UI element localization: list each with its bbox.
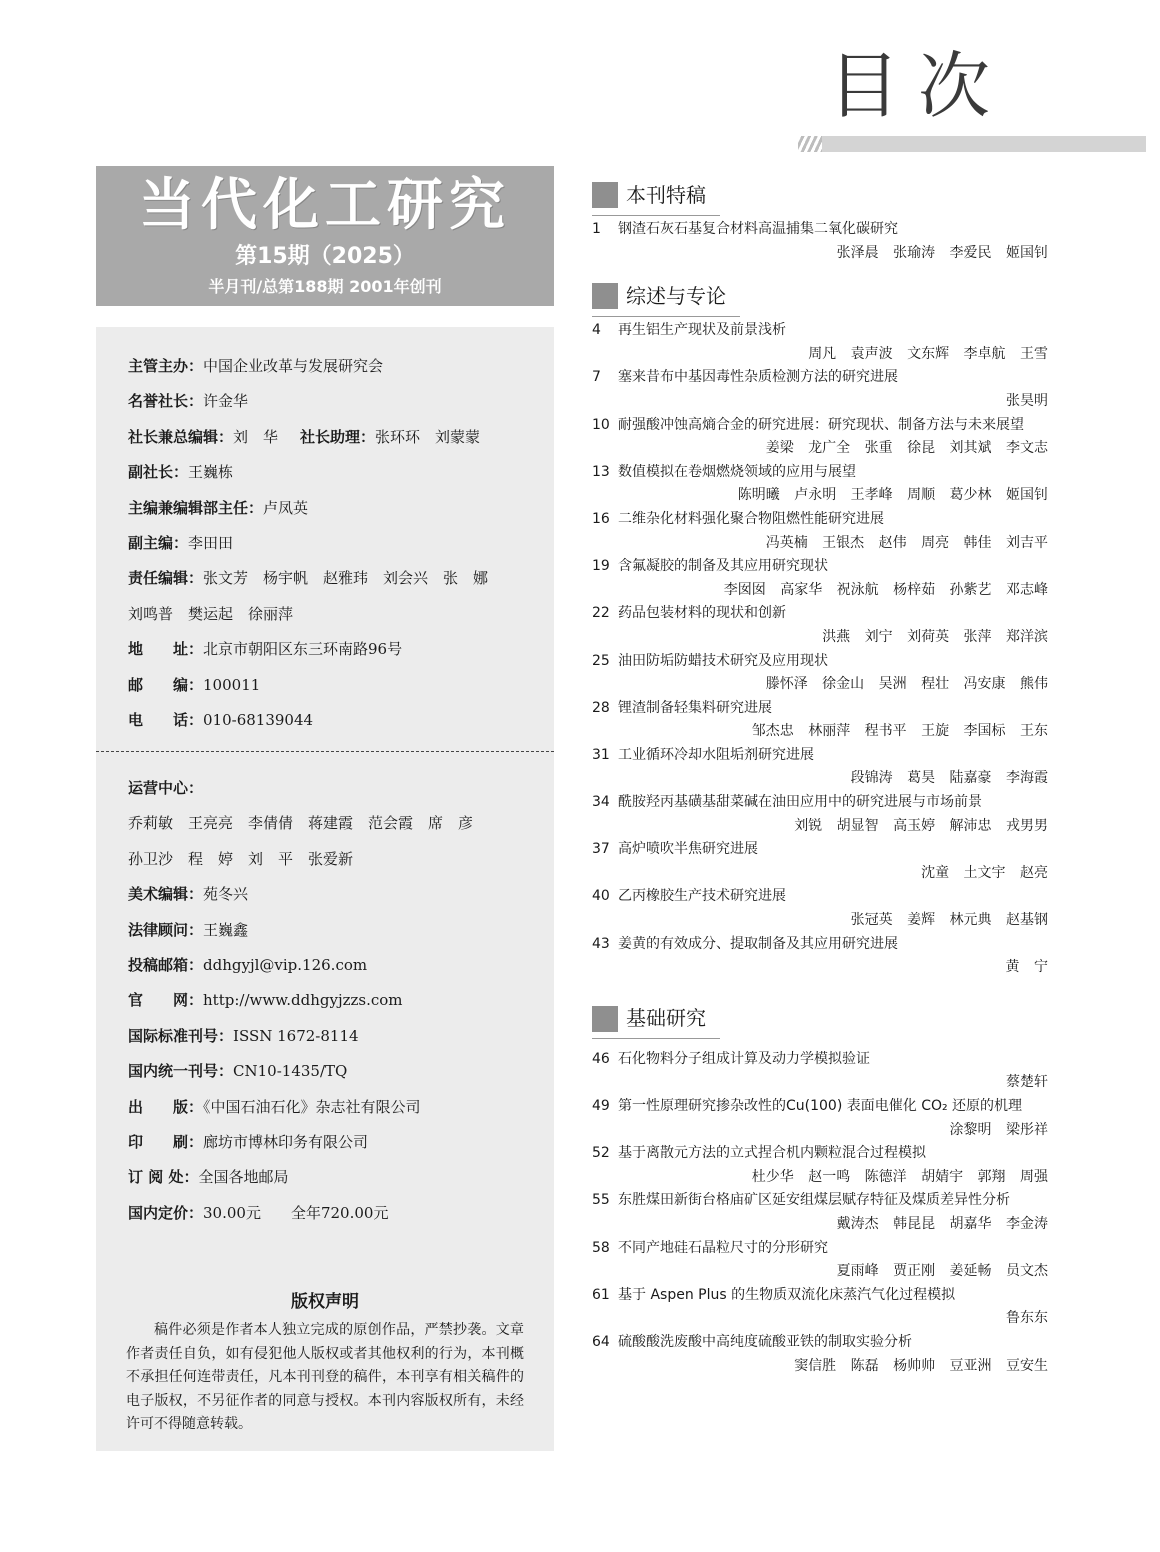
copyright-text: 稿件必须是作者本人独立完成的原创作品，严禁抄袭。文章作者责任自负，如有侵犯他人版权或者其他权利的行为，本刊概不承担任何连带责任，凡本刊刊登的稿件，本刊享有相关稿件的电子版权，不另征作者的同意与授权。本刊内容版权所有，未经许可不得随意转载。 [126,1322,524,1433]
info-row [128,1054,538,1089]
toc-entry-title-line [592,1237,1048,1261]
toc-entry-title-line [592,1284,1048,1308]
toc-page-number: 4 [592,322,601,339]
page-title: 目次 [828,44,1009,128]
toc-entry[interactable] [592,218,1048,265]
toc-entry-authors: 黄 宁 [1005,959,1048,976]
toc-section-header [592,178,1048,212]
toc-entry-authors: 刘锐 胡显智 高玉婷 解沛忠 戎男男 [794,817,1048,834]
toc-entry-title-line [592,602,1048,626]
toc-entry-authors: 陈明曦 卢永明 王孝峰 周顺 葛少林 姬国钊 [737,487,1048,504]
toc-entry-authors: 滕怀泽 徐金山 吴洲 程壮 冯安康 熊伟 [765,676,1048,693]
toc-entry-title-line [592,1095,1048,1119]
info-value: 《中国石油石化》杂志社有限公司 [203,1097,421,1116]
toc-entry[interactable] [592,697,1048,744]
toc-page-number: 61 [592,1286,610,1303]
info-label: 地 址： [128,640,204,659]
section-title: 本刊特稿 [626,179,706,212]
toc-entry[interactable] [592,650,1048,697]
issue-frequency: 半月刊/总第188期 2001年创刊 [208,276,442,296]
info-value: 张文芳 杨宇帆 赵雅玮 刘会兴 张 娜 [203,569,489,588]
section-marker-icon [592,1006,618,1032]
toc-entry[interactable] [592,1284,1048,1331]
info-value: 100011 [203,675,261,694]
section-title: 基础研究 [626,1002,706,1035]
info-row [128,491,538,526]
toc-entry-title-line [592,1142,1048,1166]
info-label: 订 阅 处： [128,1168,199,1187]
toc-page-number: 31 [592,746,610,763]
toc-entry[interactable] [592,1331,1048,1378]
info-row [128,913,538,948]
info-label: 美术编辑： [128,885,204,904]
info-label: 官 网： [128,991,204,1010]
info-label: 责任编辑： [128,569,204,588]
title-decor-stripes [798,136,822,152]
toc-entry[interactable] [592,414,1048,461]
info-label: 运营中心： [128,779,204,797]
copyright-title: 版权声明 [291,1292,359,1312]
info-label: 邮 编： [128,675,204,694]
info-row [128,1019,538,1054]
toc-entry-authors: 蔡楚轩 [1006,1074,1048,1091]
info-label: 印 刷： [128,1133,204,1152]
toc-entry-authors: 夏雨峰 贾正刚 姜延畅 员文杰 [836,1263,1048,1280]
toc-entry[interactable] [592,366,1048,413]
toc-entry-title: 酰胺羟丙基磺基甜菜碱在油田应用中的研究进展与市场前景 [618,794,982,811]
info-value: 中国企业改革与发展研究会 [203,357,384,375]
toc-entry[interactable] [592,744,1048,791]
info-value: 孙卫沙 程 婷 刘 平 张爱新 [128,849,354,868]
toc-entry-title: 油田防垢防蜡技术研究及应用现状 [618,652,828,669]
info-value: 刘鸣普 樊运起 徐丽萍 [128,604,294,623]
info-label: 主管主办： [128,357,204,375]
info-row [128,632,538,667]
info-value: ISSN 1672-8114 [233,1026,359,1045]
toc-entry-title-line [592,414,1048,438]
info-value: CN10-1435/TQ [233,1062,348,1081]
toc-page-number: 13 [592,463,610,480]
info-label: 国内统一刊号： [128,1062,234,1081]
toc-entry[interactable] [592,1189,1048,1236]
toc-page-number: 58 [592,1239,610,1256]
toc-entry-title: 药品包装材料的现状和创新 [618,605,786,622]
toc-entry-authors: 段锦涛 葛昊 陆嘉豪 李海霞 [850,770,1048,787]
info-row [128,597,538,632]
toc-entry-title: 姜黄的有效成分、提取制备及其应用研究进展 [618,935,898,952]
toc-entry-title-line [592,1048,1048,1072]
info-value: 许金华 [203,392,249,411]
toc-entry-title: 二维杂化材料强化聚合物阻燃性能研究进展 [618,510,884,527]
toc-entry[interactable] [592,1095,1048,1142]
toc-page-number: 28 [592,699,610,716]
info-label: 电 话： [128,711,204,730]
toc-entry-title: 数值模拟在卷烟燃烧领域的应用与展望 [618,463,856,480]
table-of-contents [592,178,1048,1378]
toc-page-number: 16 [592,510,610,527]
info-row [128,420,538,455]
info-value: 王巍鑫 [203,920,249,939]
magazine-name: 当代化工研究 [139,172,511,238]
toc-entry-title-line [592,1189,1048,1213]
toc-entry[interactable] [592,461,1048,508]
toc-entry-title: 石化物料分子组成计算及动力学模拟验证 [618,1050,870,1067]
section-marker-icon [592,182,618,208]
info-row [128,668,538,703]
toc-entry[interactable] [592,791,1048,838]
toc-entry[interactable] [592,555,1048,602]
masthead [96,166,554,306]
toc-page-number: 46 [592,1050,610,1067]
toc-entry-authors: 鲁东东 [1006,1310,1048,1327]
info-row [128,948,538,983]
toc-entry-title: 含氟凝胶的制备及其应用研究现状 [618,558,828,575]
toc-entry-title: 硫酸酸洗废酸中高纯度硫酸亚铁的制取实验分析 [618,1333,912,1350]
toc-page-number: 40 [592,888,610,905]
issue-number: 第15期（2025） [235,243,415,269]
toc-section-header [592,1002,1048,1036]
toc-entry[interactable] [592,1237,1048,1284]
info-row [128,983,538,1018]
toc-entry-authors: 冯英楠 王银杰 赵伟 周亮 韩佳 刘吉平 [765,534,1048,551]
info-label: 副社长： [128,463,189,482]
toc-entry-title-line [592,218,1048,242]
info-label: 法律顾问： [128,920,204,939]
info-row [128,703,538,738]
toc-entry-authors: 李囡囡 高家华 祝泳航 杨梓茹 孙紫艺 邓志峰 [723,581,1048,598]
info-row [128,349,538,384]
toc-entry-title-line [592,838,1048,862]
toc-entry-authors: 洪燕 刘宁 刘荷英 张萍 郑洋滨 [822,628,1048,645]
info-row [128,455,538,490]
toc-entry-title-line [592,366,1048,390]
toc-entry-title-line [592,933,1048,957]
info-label: 出 版： [128,1097,204,1116]
toc-entry-authors: 戴涛杰 韩昆昆 胡嘉华 李金涛 [836,1215,1048,1232]
editorial-info-list [128,349,538,738]
info-value: 全国各地邮局 [198,1168,289,1187]
toc-entry-title: 不同产地硅石晶粒尺寸的分形研究 [618,1239,828,1256]
toc-entry[interactable] [592,1048,1048,1095]
toc-page-number: 1 [592,221,601,237]
info-label: 国际标准刊号： [128,1026,234,1045]
title-decor-bar [798,136,1146,152]
toc-entry[interactable] [592,885,1048,932]
toc-entry-title-line [592,555,1048,579]
section-title: 综述与专论 [626,280,726,313]
toc-entry-title: 工业循环冷却水阻垢剂研究进展 [618,746,814,763]
toc-entry-title: 耐强酸冲蚀高熵合金的研究进展：研究现状、制备方法与未来展望 [618,416,1024,433]
info-row [128,561,538,596]
info-row [128,842,538,877]
editorial-info-panel [96,327,554,1451]
info-value: 李田田 [188,534,234,553]
toc-page-number: 7 [592,369,601,386]
operations-info-list [128,771,538,1231]
info-value: 010-68139044 [203,711,314,730]
info-label: 社长兼总编辑： [128,427,234,446]
toc-page-number: 55 [592,1192,610,1209]
toc-entry-title-line [592,1331,1048,1355]
info-value: 乔莉敏 王亮亮 李倩倩 蒋建霞 范会霞 席 彦 [128,814,474,833]
info-row [128,384,538,419]
info-value: 苑冬兴 [203,885,249,904]
info-row [128,771,538,806]
toc-entry-title-line [592,508,1048,532]
toc-entry-authors: 窦信胜 陈磊 杨帅帅 豆亚洲 豆安生 [794,1357,1048,1374]
toc-entry-authors: 杜少华 赵一鸣 陈德洋 胡婧宇 郭翔 周强 [751,1168,1048,1185]
info-row [128,1196,538,1231]
toc-entry[interactable] [592,933,1048,980]
toc-entry[interactable] [592,508,1048,555]
info-label: 社长助理： [300,427,376,446]
toc-entry[interactable] [592,602,1048,649]
toc-entry-title: 第一性原理研究掺杂改性的Cu(100) 表面电催化 CO₂ 还原的机理 [618,1098,1023,1114]
info-value: 刘 华 [233,427,279,446]
toc-page-number: 19 [592,558,610,575]
info-label: 主编兼编辑部主任： [128,498,264,517]
toc-page-number: 25 [592,652,610,669]
toc-entry-authors: 沈童 土文宇 赵亮 [921,864,1048,881]
info-value: 30.00元 全年720.00元 [203,1203,389,1222]
toc-entry-title-line [592,697,1048,721]
toc-entry-title: 塞来昔布中基因毒性杂质检测方法的研究进展 [618,369,898,386]
info-value: 廊坊市博林印务有限公司 [203,1133,369,1152]
toc-page-number: 22 [592,605,610,622]
toc-page-number: 34 [592,794,610,811]
info-value: http://www.ddhgyjzzs.com [203,991,403,1010]
toc-page-number: 43 [592,935,610,952]
toc-entry-title-line [592,650,1048,674]
info-row [128,526,538,561]
toc-entry-title: 乙丙橡胶生产技术研究进展 [618,888,786,905]
info-label: 副主编： [128,534,189,553]
toc-entry-authors: 姜梁 龙广全 张重 徐昆 刘其斌 李文志 [765,440,1048,457]
section-marker-icon [592,283,618,309]
toc-entry-title: 高炉喷吹半焦研究进展 [618,841,758,858]
info-value: 张环环 刘蒙蒙 [375,427,481,446]
toc-section-header [592,279,1048,313]
toc-entry-authors: 周凡 袁声波 文东辉 李卓航 王雪 [808,345,1048,362]
info-row [128,1125,538,1160]
info-row [128,1090,538,1125]
toc-entry[interactable] [592,319,1048,366]
toc-entry-title: 基于 Aspen Plus 的生物质双流化床蒸汽气化过程模拟 [618,1286,956,1303]
toc-entry[interactable] [592,838,1048,885]
toc-entry-authors: 张昊明 [1006,392,1048,409]
info-row [128,1160,538,1195]
info-value: 北京市朝阳区东三环南路96号 [203,640,403,659]
toc-page-number: 10 [592,416,610,433]
toc-entry-title-line [592,885,1048,909]
toc-entry[interactable] [592,1142,1048,1189]
toc-entry-authors: 张冠英 姜辉 林元典 赵基钢 [850,912,1048,929]
toc-entry-authors: 涂黎明 梁彤祥 [949,1121,1048,1138]
toc-page-number: 52 [592,1145,610,1162]
toc-entry-title: 再生铝生产现状及前景浅析 [618,322,786,339]
toc-page-number: 49 [592,1098,610,1114]
info-value: 卢凤英 [263,498,309,517]
toc-entry-title: 锂渣制备轻集料研究进展 [618,699,772,716]
toc-entry-title: 基于离散元方法的立式捏合机内颗粒混合过程模拟 [618,1145,926,1162]
toc-page-number: 37 [592,841,610,858]
info-label: 国内定价： [128,1203,204,1222]
info-row [128,806,538,841]
toc-entry-title-line [592,791,1048,815]
info-label: 名誉社长： [128,392,204,411]
toc-entry-title-line [592,744,1048,768]
info-row [128,877,538,912]
info-value: ddhgyjl@vip.126.com [203,956,368,975]
toc-entry-title-line [592,461,1048,485]
info-label: 投稿邮箱： [128,956,204,975]
toc-page-number: 64 [592,1333,610,1350]
toc-entry-title: 钢渣石灰石基复合材料高温捕集二氧化碳研究 [618,221,898,237]
toc-entry-title-line [592,319,1048,343]
toc-entry-authors: 邹杰忠 林丽萍 程书平 王旋 李国标 王东 [751,723,1048,740]
dashed-divider [96,751,554,752]
toc-entry-title: 东胜煤田新街台格庙矿区延安组煤层赋存特征及煤质差异性分析 [618,1192,1010,1209]
toc-entry-authors: 张泽晨 张瑜涛 李爱民 姬国钊 [836,244,1048,261]
info-value: 王巍栋 [188,463,234,482]
